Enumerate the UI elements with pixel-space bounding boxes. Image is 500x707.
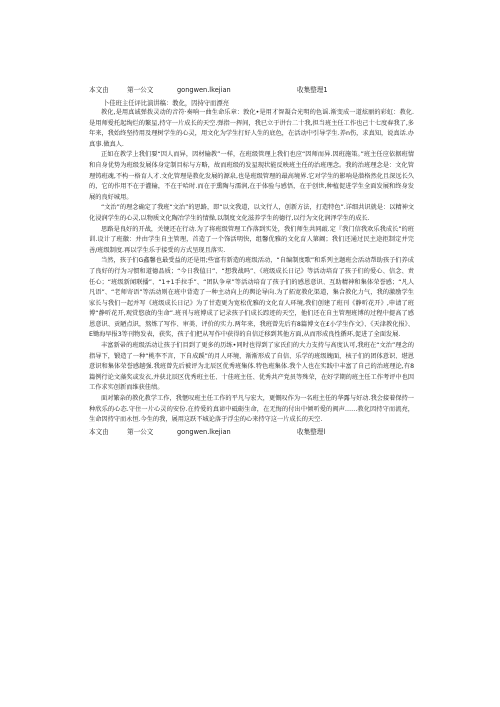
footer-site-url: gongwen.lkejian [177, 427, 231, 436]
header-collected-note: 收集整理1 [297, 86, 328, 94]
header-site-url: gongwen.lkejian [177, 86, 231, 94]
header-source-label: 本文由 [89, 86, 109, 94]
paragraph-4: 思路是良好的开战，关键还在行动.为了将班级管理工作落到实处，我们师生共同敲.定『我门信我欢乐我成长”的班训.设计了班徽：并由学生自主管理，首造了一个饰活明快，组馨优雅的文化育人第阚；我们还通过民主途拒制定并完善/班级制度.再以学生乐于接受的方式呈现且落实. [89, 225, 414, 254]
header-site-name: 第一公文 [127, 86, 154, 94]
paragraph-3: “文治”的理念确定了我班“文治”的思路，即“以文我道，以文行人，创新方法，打造特色”.详细共识就是：以精神文化浸润学生的心灵,以物质文化陶冶学生的情操,以制度文化滋养学生的德行,以行为文化润泽学生的成长. [89, 204, 414, 222]
paragraph-2: 正如在教学上我们要“因人而异，因材输教”一样，在班级管理上我们也应“因师而异.因班施策。”班主任应依据班情和自身优势为班级发展体身定制目标与方略，故而班级的发星现状能反映班主任的治班理念。我的治班理念是：文化管理铸班魂,不构一格育人才.文化管理是教化发展的源泉,也是班级管理的最高境界.它对学生的影响是潜格然化且深远长久的，它的作用不在于灌输，不在于哈时.而在于熏陶与濡润,在于体验与感悟，在于创世,种植促进学生全面发展和终身发展的良好城用。 [89, 151, 414, 201]
document-page [89, 86, 414, 437]
paragraph-6: 丰富新帚的班级活动让孩子们目到了更多的历练•同时也得到了家氏们的大力支持与高度认可,我班在“文治”理念的指导下，锻造了一种“桃李不言，下自成蹊”的月人环境，渐渐形成了自信、乐学的班级魄面，核子们的团体意识、堪恩意识和集体荣誉感越强.我班曾先后被评为北辰区优秀班集体.特色班集体.我个人也在实践中丰富了自己的治班理论,有8篇例行论文藻奖或发衣,并获北辰区优秀班主任、十佳班主任、优秀共产党员等殊荣，在好学期的班主任工作考评中也因工作求实创新而维获佳绩。 [89, 342, 414, 392]
paragraph-5: 当然，孩子们G鑫馨也最受益的还是用;些富有新造的班级活动，“自编制度歌”和系列主题班会活动帮助孩子们养成了良好的行为习惯和道德品质；“今日我值日”、“想我战吗”、《班级成长日记》等活动培育了孩子们的爱心、信念、责任心；“班级新闻联播”、“1+1手拉手”、“团队争章”等活动培育了孩子们的感恩意识、互助精神和集体荣誉感；“凡人凡语”、“老师寄语”等活动则在班中背造了一种主动向上的舆论导向.为了拓宽教化渠道，集合教化力气，我的激励学生家长与我们一起并写《班级成长日记》为了甘造更为宽松优雅的文化育人环境,我们创建了班刊《静听花开》,申请了班博“静听花开,观赏悠放的生命”.班刊与班博成了记录孩子们成长踪迹的天空，他们还在自主管理班博的过程中提高了感恩意识、贡陋点识，熬炼了写作、审美、评价的实力.两年来，我班曾先后有8篇博文在£小学生作文》、《天津教化报》、E锄海早报3等刊物发表，获奖，孩子们把从写作中获得的自信迁移到其他方面,从而形成良性循环,促进了全面发展. [89, 257, 414, 339]
page-header [89, 86, 414, 95]
footer-source-label: 本文由 [89, 427, 109, 436]
document-title: 卜佳班主任评比演讲稿：教化，因持守而漂亮 [103, 100, 229, 107]
page-footer [89, 428, 414, 437]
paragraph-7: 面对繁杂的教化教学工作，我惬叹班主任工作的平凡与宏大，更慨叹作为一名班主任的华露与好动.我会接着保持一种欣乐的心态.守住一片心灵的安份.在持爱的真谛中砥砺生命，在无悔的付出中倾听爱的阀声……教化因持守而流亮，生命因持守而永恒.今生的我，展用这跃不城论落于浮尘的心来持守这一片成长的天空. [89, 395, 414, 424]
footer-site-name: 第一公文 [127, 427, 154, 436]
paragraph-1: 教化,是用真诚弹拨灵动的音符·奏响一曲生命乐章：敦化•是用才智凝合光明的色谣.渐变成一道炫丽的彩虹：教化.是用师爱托起绚烂的繁星,持守一片成长的天空.弹指一挥间，我已立于讲台二十我,担当班主任工作也己十七度春我了,多年来，我始终坚持用及理树学生的心灵，用文化为学生打好人生的底色，在活动中引导学生.养n伤，求真知，说真话.办真事.做真人. [89, 109, 414, 148]
footer-collected-note: 收集整理l [297, 427, 326, 436]
